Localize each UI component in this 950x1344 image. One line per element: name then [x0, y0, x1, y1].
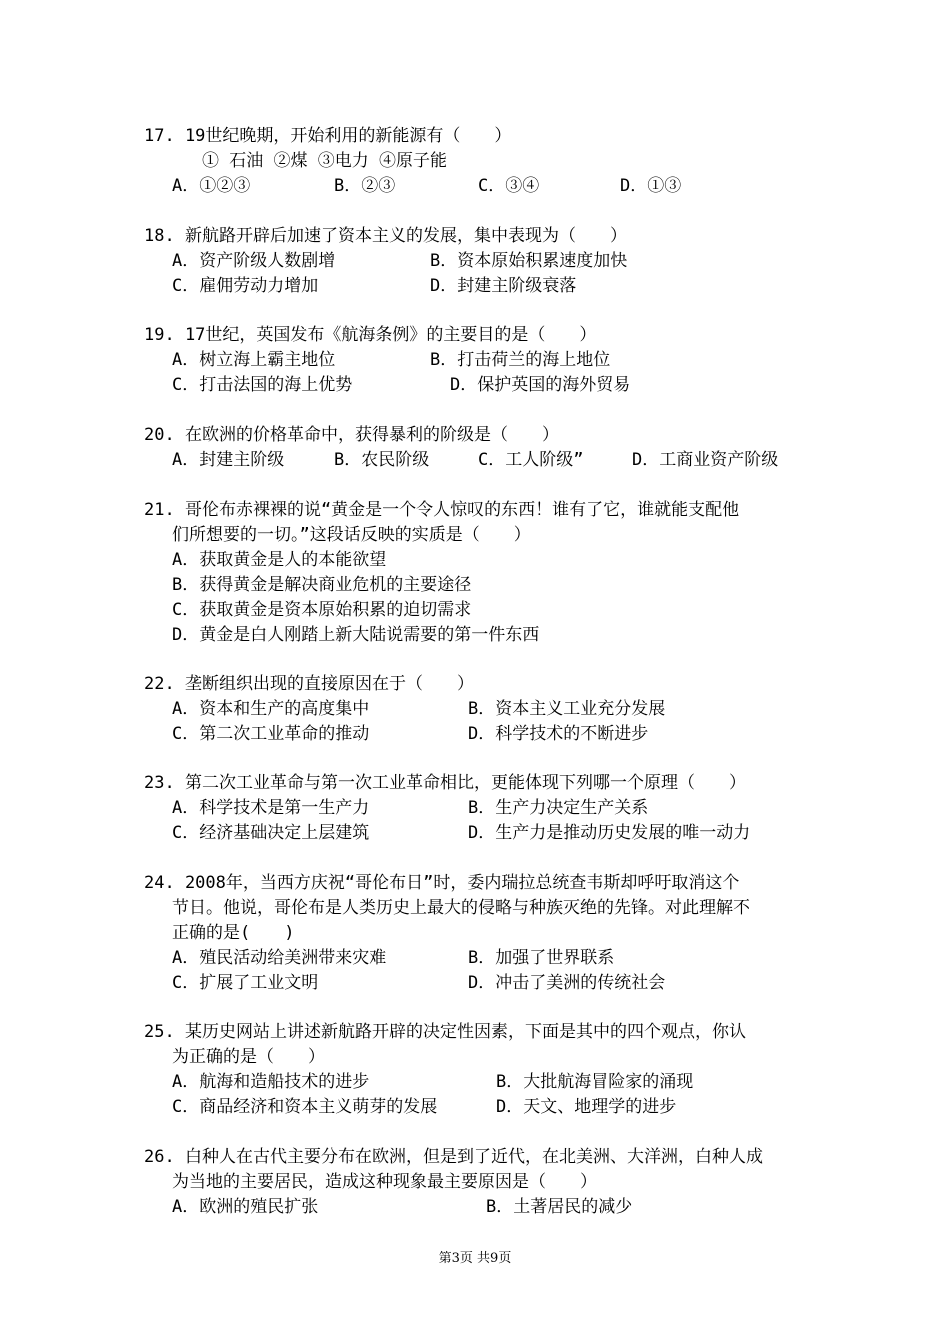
option-a: A．资本和生产的高度集中 [172, 699, 370, 719]
option-b: B．资本主义工业充分发展 [468, 699, 666, 719]
option-a: A．科学技术是第一生产力 [172, 798, 370, 818]
option-d: D．冲击了美洲的传统社会 [468, 973, 666, 993]
option-b: B．生产力决定生产关系 [468, 798, 649, 818]
option-c: C．获取黄金是资本原始积累的迫切需求 [172, 600, 472, 620]
option-b: B．大批航海冒险家的涌现 [496, 1072, 694, 1092]
option-a: A．①②③ [172, 176, 251, 196]
option-row [144, 971, 824, 996]
option-row [144, 373, 824, 398]
option-b: B．打击荷兰的海上地位 [430, 350, 611, 370]
option-d: D．黄金是白人刚踏上新大陆说需要的第一件东西 [172, 625, 540, 645]
option-row [144, 946, 824, 971]
option-a: A．获取黄金是人的本能欲望 [172, 550, 387, 570]
question-25 [144, 1020, 824, 1120]
question-stem-line-2: 们所想要的一切。”这段话反映的实质是（ ） [172, 525, 531, 545]
option-row [144, 274, 824, 299]
question-sub-items: ① 石油 ②煤 ③电力 ④原子能 [202, 151, 447, 171]
option-d: D．天文、地理学的进步 [496, 1097, 677, 1117]
question-stem: 18. 新航路开辟后加速了资本主义的发展，集中表现为（ ） [144, 226, 627, 246]
question-stem-line-2: 为正确的是（ ） [172, 1047, 325, 1067]
option-b: B．土著居民的减少 [486, 1197, 633, 1217]
question-stem-line-1: 25. 某历史网站上讲述新航路开辟的决定性因素，下面是其中的四个观点，你认 [144, 1022, 746, 1042]
option-c: C．经济基础决定上层建筑 [172, 823, 370, 843]
question-stem: 23. 第二次工业革命与第一次工业革命相比，更能体现下列哪一个原理（ ） [144, 773, 746, 793]
option-row [144, 1195, 824, 1220]
question-23 [144, 771, 824, 846]
option-row [144, 348, 824, 373]
option-row [144, 1095, 824, 1120]
option-d: D．封建主阶级衰落 [430, 276, 577, 296]
question-stem: 22. 垄断组织出现的直接原因在于（ ） [144, 674, 474, 694]
option-b: B．资本原始积累速度加快 [430, 251, 628, 271]
option-row [144, 796, 824, 821]
option-a: A．树立海上霸主地位 [172, 350, 336, 370]
option-a: A．资产阶级人数剧增 [172, 251, 336, 271]
question-18 [144, 224, 824, 299]
option-c: C．扩展了工业文明 [172, 973, 319, 993]
option-row [144, 821, 824, 846]
question-stem-line-1: 21. 哥伦布赤裸裸的说“黄金是一个令人惊叹的东西！谁有了它，谁就能支配他 [144, 500, 740, 520]
option-a: A．殖民活动给美洲带来灾难 [172, 948, 387, 968]
option-row [144, 249, 824, 274]
question-stem-line-1: 24. 2008年，当西方庆祝“哥伦布日”时，委内瑞拉总统查韦斯却呼吁取消这个 [144, 873, 740, 893]
option-d: D．科学技术的不断进步 [468, 724, 649, 744]
question-stem: 20. 在欧洲的价格革命中，获得暴利的阶级是（ ） [144, 425, 559, 445]
question-stem: 17. 19世纪晚期，开始利用的新能源有（ ） [144, 126, 512, 146]
question-20 [144, 423, 824, 473]
question-stem-line-2: 节日。他说，哥伦布是人类历史上最大的侵略与种族灭绝的先锋。对此理解不 [172, 898, 750, 918]
option-d: D．保护英国的海外贸易 [450, 375, 631, 395]
question-19 [144, 323, 824, 398]
option-d: D．①③ [620, 176, 682, 196]
question-stem-line-3: 正确的是( ) [172, 923, 295, 943]
option-c: C．第二次工业革命的推动 [172, 724, 370, 744]
option-b: B．获得黄金是解决商业危机的主要途径 [172, 575, 472, 595]
option-c: C．③④ [478, 176, 540, 196]
option-a: A．欧洲的殖民扩张 [172, 1197, 319, 1217]
option-c: C．雇佣劳动力增加 [172, 276, 319, 296]
option-row [144, 697, 824, 722]
question-22 [144, 672, 824, 747]
option-a: A．航海和造船技术的进步 [172, 1072, 370, 1092]
option-a: A．封建主阶级 [172, 450, 285, 470]
question-stem-line-2: 为当地的主要居民，造成这种现象最主要原因是（ ） [172, 1172, 597, 1192]
option-c: C．打击法国的海上优势 [172, 375, 353, 395]
question-stem-line-1: 26. 白种人在古代主要分布在欧洲，但是到了近代，在北美洲、大洋洲，白种人成 [144, 1147, 763, 1167]
option-d: D．生产力是推动历史发展的唯一动力 [468, 823, 751, 843]
question-24 [144, 871, 824, 996]
option-c: C．商品经济和资本主义萌芽的发展 [172, 1097, 438, 1117]
question-26 [144, 1145, 824, 1220]
option-row [144, 174, 824, 199]
option-b: B．②③ [334, 176, 396, 196]
option-b: B．加强了世界联系 [468, 948, 615, 968]
option-c: C．工人阶级” [478, 450, 584, 470]
option-row [144, 722, 824, 747]
option-row [144, 1070, 824, 1095]
question-stem: 19. 17世纪，英国发布《航海条例》的主要目的是（ ） [144, 325, 597, 345]
question-21 [144, 498, 824, 648]
page-footer: 第3页 共9页 [438, 1251, 512, 1266]
option-row [144, 448, 824, 473]
question-17 [144, 124, 824, 199]
option-b: B．农民阶级 [334, 450, 430, 470]
option-d: D．工商业资产阶级 [632, 450, 779, 470]
